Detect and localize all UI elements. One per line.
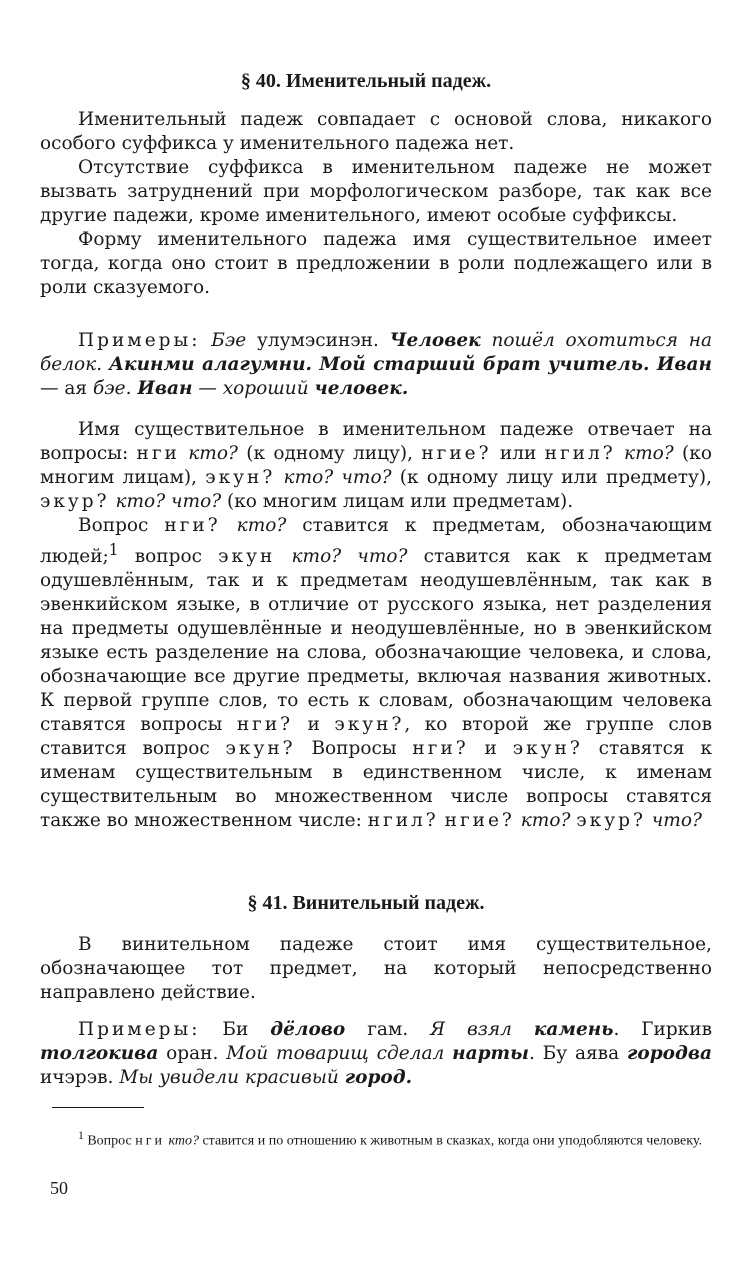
section-40-body	[40, 108, 712, 300]
paragraph: Примеры: Би дёлово гам. Я взял камень. Гиркив толгокива оран. Мой товарищ сделал нарты. Бу аява городва ичэрэв. Мы увидели красивый город.	[40, 1019, 712, 1088]
paragraph: Примеры: Бэе улумэсинэн. Человек пошёл охотиться на белок. Акинми алагумни. Мой старший брат учитель. Иван — ая бэе. Иван — хороший человек.	[40, 330, 712, 399]
paragraph: В винительном падеже стоит имя существительное, обозначающее тот предмет, на который непосредственно направлено действие.	[40, 934, 712, 1003]
examples-label: Примеры:	[78, 1019, 201, 1040]
examples-accusative	[40, 1018, 712, 1090]
paragraph: Форму именительного падежа имя существительное имеет тогда, когда оно стоит в предложении в роли подлежащего или в роли сказуемого.	[40, 229, 712, 298]
section-41-title: § 41. Винительный падеж.	[247, 892, 485, 914]
section-40-questions	[40, 418, 712, 833]
footnote-marker: 1	[108, 541, 119, 559]
section-41-body	[40, 933, 712, 1005]
page-number: 50	[50, 1178, 68, 1198]
footnote	[54, 1126, 714, 1151]
paragraph: Именительный падеж совпадает с основой слова, никакого особого суффикса у именительного падежа нет.	[40, 109, 712, 154]
footnote-divider	[52, 1107, 144, 1108]
footnote-text: $^1$ Вопрос нги кто? ставится и по отношению к животным в сказках, когда они уподобляются человеку.	[78, 1129, 702, 1149]
examples-label: Примеры:	[78, 330, 201, 351]
section-40-title: § 40. Именительный падеж.	[240, 70, 492, 92]
paragraph: Отсутствие суффикса в именительном падеже не может вызвать затруднений при морфологическом разборе, так как все другие падежи, кроме именительного, имеют особые суффиксы.	[40, 157, 712, 226]
paragraph: Имя существительное в именительном падеже отвечает на вопросы: нги кто? (к одному лицу), нгие? или нгил? кто? (ко многим лицам), экун? кто? что? (к одному лицу или предмету), экур? кто? что? (ко многим лицам или предметам).	[40, 419, 713, 512]
paragraph: Вопрос нги? кто? ставится к предметам, обозначающим людей;$^1$ вопрос экун кто? что? ставится как к предметам одушевлённым, так и к предметам неодушевлённым, так как в эвенкийском языке, в отличие от русского языка, нет разделения на предметы одушевлённые и неодушевлённые, но в эвенкийском языке есть разделение на слова, обозначающие человека, и слова, обозначающие все другие предметы, включая названия животных. К первой группе слов, то есть к словам, обозначающим человека ставятся вопросы нги? и экун?, ко второй же группе слов ставится вопрос экун? Вопросы нги? и экун? ставятся к именам существительным в единственном числе, к именам существительным во множественном числе вопросы ставятся также во множественном числе: нгил? нгие? кто? экур? что?	[40, 515, 713, 832]
examples-nominative	[40, 329, 712, 401]
